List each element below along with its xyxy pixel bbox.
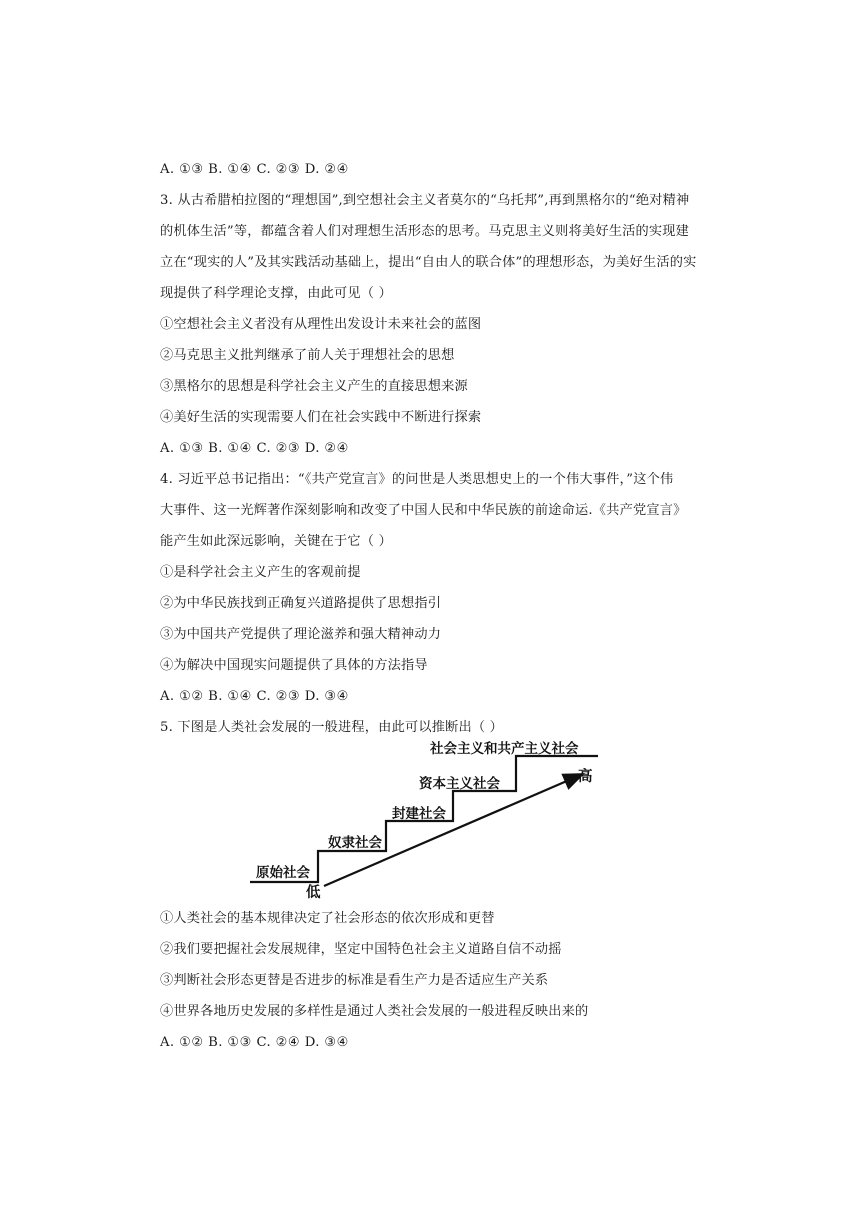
q3-stem-line-3: 立在“现实的人”及其实践活动基础上，提出“自由人的联合体”的理想形态，为美好生活的实 [160,255,697,270]
q4-option-3: ③为中国共产党提供了理论滋养和强大精神动力 [160,627,442,642]
q3-stem-line-4: 现提供了科学理论支撑，由此可见（ ） [160,286,392,301]
q3-answer-options: A. ①③ B. ①④ C. ②③ D. ②④ [160,441,349,456]
q3-option-1: ①空想社会主义者没有从理性出发设计未来社会的蓝图 [160,317,482,332]
q3-option-4: ④美好生活的实现需要人们在社会实践中不断进行探索 [160,410,482,425]
q5-option-4: ④世界各地历史发展的多样性是通过人类社会发展的一般进程反映出来的 [160,1004,589,1019]
low-label: 低 [306,885,321,901]
q4-answer-options: A. ①② B. ①④ C. ②③ D. ③④ [160,689,349,704]
q5-answer-options: A. ①② B. ①③ C. ②④ D. ③④ [160,1035,349,1050]
high-label: 高 [578,769,593,785]
q3-stem-line-1: 3. 从古希腊柏拉图的“理想国”,到空想社会主义者莫尔的“乌托邦”,再到黑格尔的“绝对精神 [160,193,690,208]
social-development-staircase-diagram [248,734,618,901]
q5-option-2: ②我们要把握社会发展规律，坚定中国特色社会主义道路自信不动摇 [160,942,562,957]
q2-answer-options: A. ①③ B. ①④ C. ②③ D. ②④ [160,162,349,177]
q4-stem-line-3: 能产生如此深远影响，关键在于它（ ） [160,534,392,549]
q4-stem-line-2: 大事件、这一光辉著作深刻影响和改变了中国人民和中华民族的前途命运.《共产党宣言》 [160,503,687,518]
q5-option-3: ③判断社会形态更替是否进步的标准是看生产力是否适应生产关系 [160,973,549,988]
step-label-socialist-communist: 社会主义和共产主义社会 [430,741,579,757]
q3-option-2: ②马克思主义批判继承了前人关于理想社会的思想 [160,348,455,363]
step-label-slave: 奴隶社会 [328,835,382,851]
q4-option-1: ①是科学社会主义产生的客观前提 [160,565,361,580]
q3-stem-line-2: 的机体生活”等，都蕴含着人们对理想生活形态的思考。马克思主义则将美好生活的实现建 [160,224,690,239]
q4-option-2: ②为中华民族找到正确复兴道路提供了思想指引 [160,596,442,611]
step-label-primitive: 原始社会 [256,865,310,881]
q3-option-3: ③黑格尔的思想是科学社会主义产生的直接思想来源 [160,379,468,394]
step-label-feudal: 封建社会 [392,806,446,822]
q4-stem-line-1: 4. 习近平总书记指出：“《共产党宣言》的问世是人类思想史上的一个伟大事件，”这个伟 [160,472,674,487]
q4-option-4: ④为解决中国现实问题提供了具体的方法指导 [160,658,428,673]
q5-stem: 5. 下图是人类社会发展的一般进程，由此可以推断出（ ） [160,720,504,735]
step-label-capitalist: 资本主义社会 [419,776,500,792]
q5-option-1: ①人类社会的基本规律决定了社会形态的依次形成和更替 [160,911,495,926]
